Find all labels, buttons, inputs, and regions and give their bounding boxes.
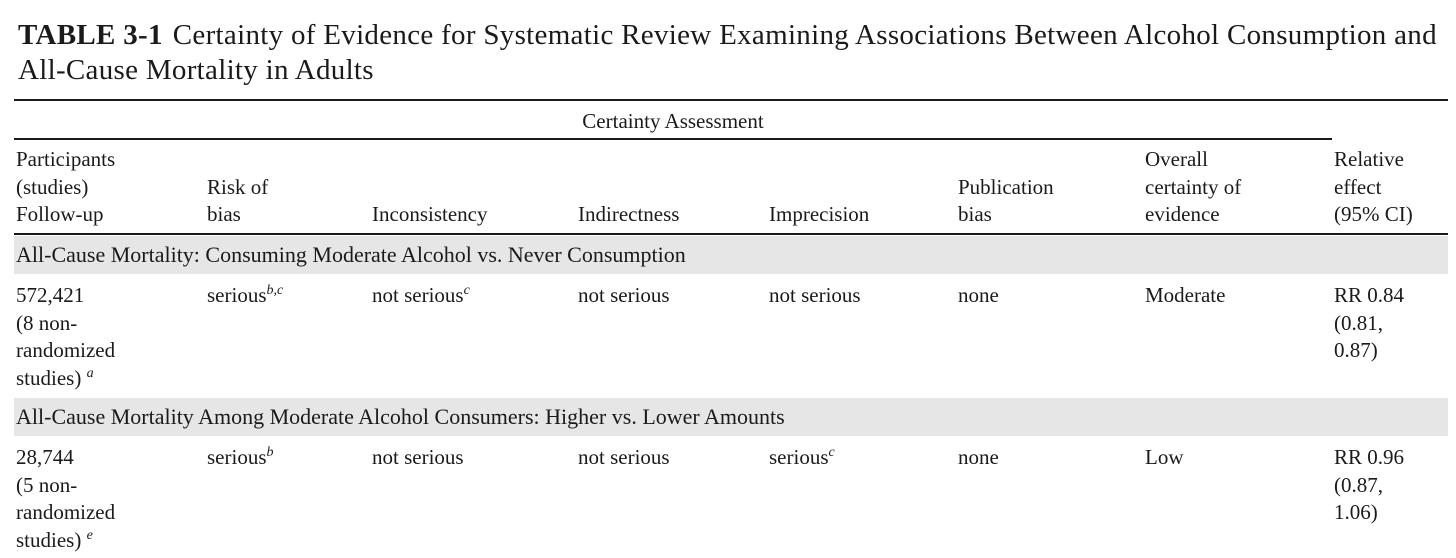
footnote-marker: b,c	[266, 283, 284, 298]
cell-overall-certainty: Moderate	[1145, 283, 1226, 307]
participants-value: 28,744 (5 non- randomized studies)	[16, 445, 116, 552]
col-header-overall-certainty: Overall certainty of evidence	[1145, 147, 1242, 226]
col-header-publication-bias: Publication bias	[958, 174, 1054, 226]
footnote-marker: b	[266, 445, 274, 460]
footnote-marker: e	[86, 527, 93, 543]
imprecision-value: serious	[769, 445, 829, 469]
col-header-relative-effect: Relative effect (95% CI)	[1334, 147, 1413, 226]
footnote-marker: a	[86, 365, 94, 381]
cell-inconsistency	[372, 444, 464, 472]
cell-inconsistency	[372, 282, 470, 310]
col-header-imprecision: Imprecision	[769, 202, 870, 226]
imprecision-value: not serious	[769, 283, 861, 307]
cell-indirectness: not serious	[578, 445, 670, 469]
cell-overall-certainty: Low	[1145, 445, 1184, 469]
inconsistency-value: not serious	[372, 283, 464, 307]
certainty-assessment-header: Certainty Assessment	[582, 109, 764, 133]
col-header-risk-of-bias: Risk of bias	[207, 174, 269, 226]
table-title: Certainty of Evidence for Systematic Review Examining Associations Between Alcohol Consumption and All-Cause Mortality in Adults	[18, 19, 1437, 86]
top-rule	[14, 99, 1448, 101]
risk-of-bias-value: serious	[207, 283, 267, 307]
table-caption	[18, 18, 1438, 88]
cell-relative-effect: RR 0.84 (0.81, 0.87)	[1334, 283, 1405, 362]
participants-value: 572,421 (8 non- randomized studies)	[16, 283, 116, 390]
section-title: All-Cause Mortality: Consuming Moderate Alcohol vs. Never Consumption	[16, 242, 686, 267]
cell-imprecision	[769, 282, 861, 310]
col-header-participants: Participants (studies) Follow-up	[16, 147, 116, 226]
cell-publication-bias: none	[958, 445, 999, 469]
cell-risk-of-bias	[207, 444, 274, 472]
section-band	[14, 398, 1448, 436]
cell-imprecision	[769, 444, 835, 472]
cell-risk-of-bias	[207, 282, 283, 310]
footnote-marker: c	[828, 445, 835, 460]
table-label: TABLE 3-1	[18, 19, 163, 51]
column-header-rule	[14, 233, 1448, 235]
risk-of-bias-value: serious	[207, 445, 267, 469]
col-header-inconsistency: Inconsistency	[372, 202, 488, 226]
footnote-marker: c	[463, 283, 470, 298]
section-title: All-Cause Mortality Among Moderate Alcohol Consumers: Higher vs. Lower Amounts	[16, 404, 785, 429]
section-band	[14, 236, 1448, 274]
cell-relative-effect: RR 0.96 (0.87, 1.06)	[1334, 445, 1405, 524]
group-header-rule	[14, 138, 1332, 140]
cell-participants	[16, 282, 115, 392]
inconsistency-value: not serious	[372, 445, 464, 469]
cell-participants	[16, 444, 115, 554]
col-header-indirectness: Indirectness	[578, 202, 680, 226]
cell-indirectness: not serious	[578, 283, 670, 307]
cell-publication-bias: none	[958, 283, 999, 307]
